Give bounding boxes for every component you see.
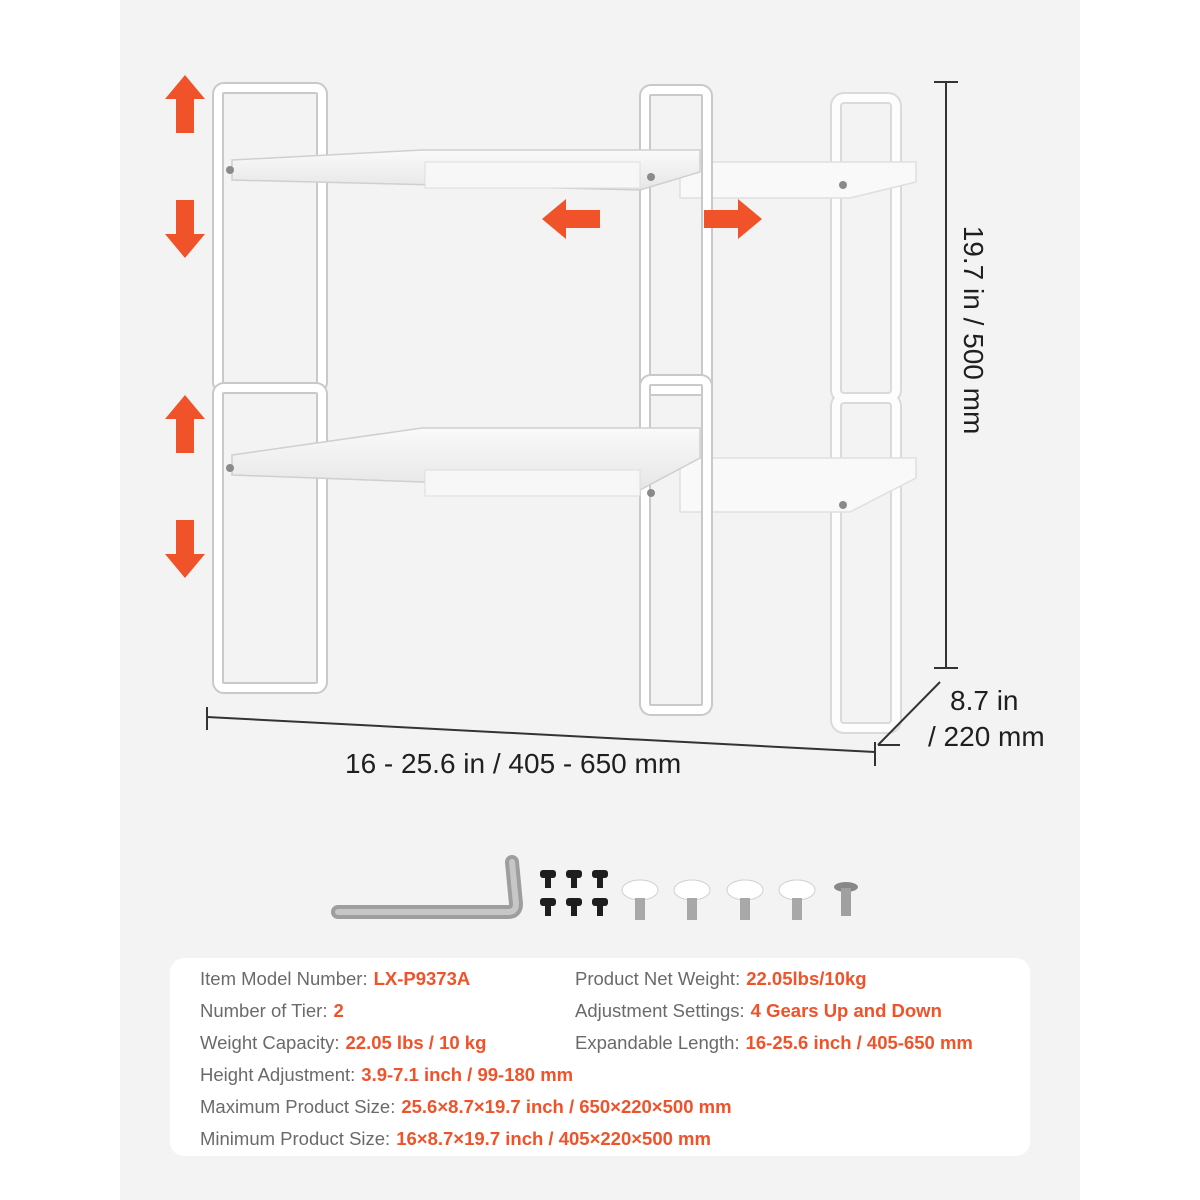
arrow-up-top-icon [165,75,205,133]
foot-pads-icon [622,880,815,920]
top-shelf [232,150,700,190]
spec-tiers: Number of Tier: 2 [200,1000,344,1021]
spec-expandable: Expandable Length: 16-25.6 inch / 405-650 mm [575,1032,973,1053]
silver-screw-icon [834,882,858,916]
arrow-up-bottom-icon [165,395,205,453]
spec-adjustment: Adjustment Settings: 4 Gears Up and Down [575,1000,942,1021]
bottom-shelf [232,428,700,496]
spec-min-size: Minimum Product Size: 16×8.7×19.7 inch / 405×220×500 mm [200,1128,711,1149]
black-screws-icon [540,870,608,916]
extension-frame-right [680,98,916,728]
arrow-left-icon [542,199,600,239]
width-dimension: 16 - 25.6 in / 405 - 650 mm [345,748,682,779]
spec-height-adjustment: Height Adjustment: 3.9-7.1 inch / 99-180 mm [200,1064,574,1085]
hex-key-icon [338,862,516,912]
depth-dimension-mm: / 220 mm [928,721,1045,752]
spec-card [170,958,1030,1156]
spec-model: Item Model Number: LX-P9373A [200,968,471,989]
arrow-down-top-icon [165,200,205,258]
height-dimension: 19.7 in / 500 mm [958,225,989,435]
spec-max-size: Maximum Product Size: 25.6×8.7×19.7 inch / 650×220×500 mm [200,1096,732,1117]
depth-dimension-in: 8.7 in [950,685,1019,716]
spec-capacity: Weight Capacity: 22.05 lbs / 10 kg [200,1032,487,1053]
spec-net-weight: Product Net Weight: 22.05lbs/10kg [575,968,867,989]
arrow-down-bottom-icon [165,520,205,578]
